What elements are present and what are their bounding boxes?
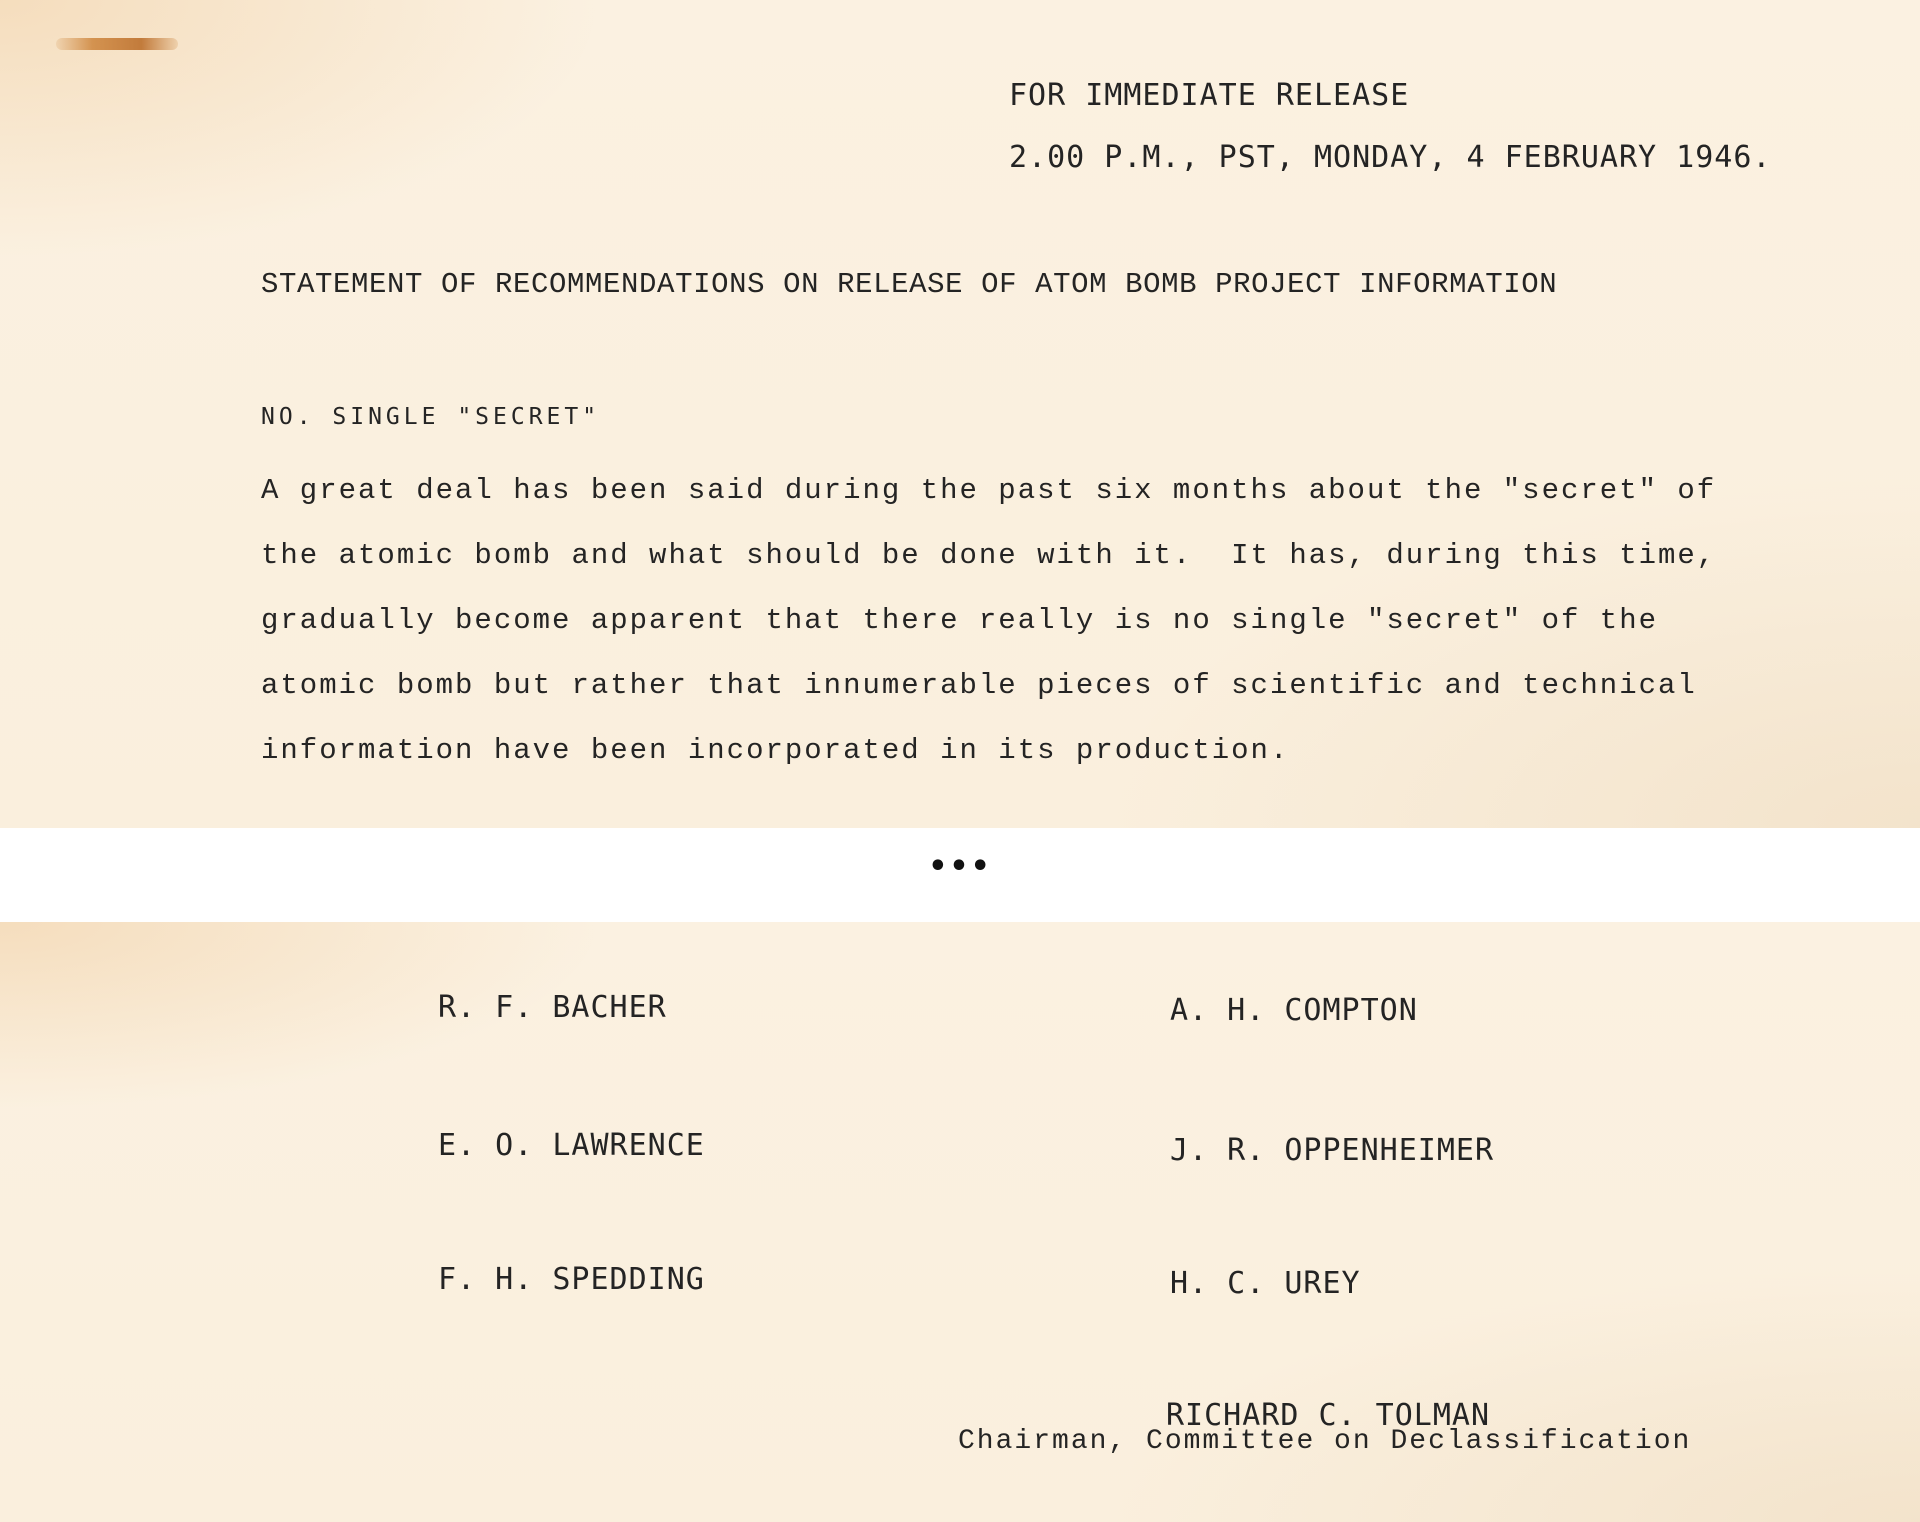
body-line: the atomic bomb and what should be done with it. It has, during this time, <box>261 539 1717 572</box>
chairman-title: Chairman, Committee on Declassification <box>958 1426 1692 1457</box>
omission-marker: ••• <box>928 849 992 884</box>
signatory-name: F. H. SPEDDING <box>438 1262 705 1297</box>
body-line: atomic bomb but rather that innumerable pieces of scientific and technical <box>261 669 1697 702</box>
chairman-name: RICHARD C. TOLMAN <box>1166 1398 1491 1433</box>
release-line: FOR IMMEDIATE RELEASE <box>1009 78 1410 113</box>
document-title: STATEMENT OF RECOMMENDATIONS ON RELEASE OF ATOM BOMB PROJECT INFORMATION <box>261 268 1558 301</box>
signatory-name: R. F. BACHER <box>438 990 667 1025</box>
rust-stain <box>56 38 178 50</box>
signatory-name: A. H. COMPTON <box>1170 993 1418 1028</box>
section-heading: NO. SINGLE "SECRET" <box>261 404 601 430</box>
body-line: information have been incorporated in its production. <box>261 734 1290 767</box>
body-line: A great deal has been said during the past six months about the "secret" of <box>261 474 1717 507</box>
release-date-line: 2.00 P.M., PST, MONDAY, 4 FEBRUARY 1946. <box>1009 140 1772 175</box>
signatory-name: E. O. LAWRENCE <box>438 1128 705 1163</box>
body-paragraph <box>261 458 1721 783</box>
signatory-name: H. C. UREY <box>1170 1266 1361 1301</box>
body-line: gradually become apparent that there really is no single "secret" of the <box>261 604 1659 637</box>
signatory-name: J. R. OPPENHEIMER <box>1170 1133 1495 1168</box>
